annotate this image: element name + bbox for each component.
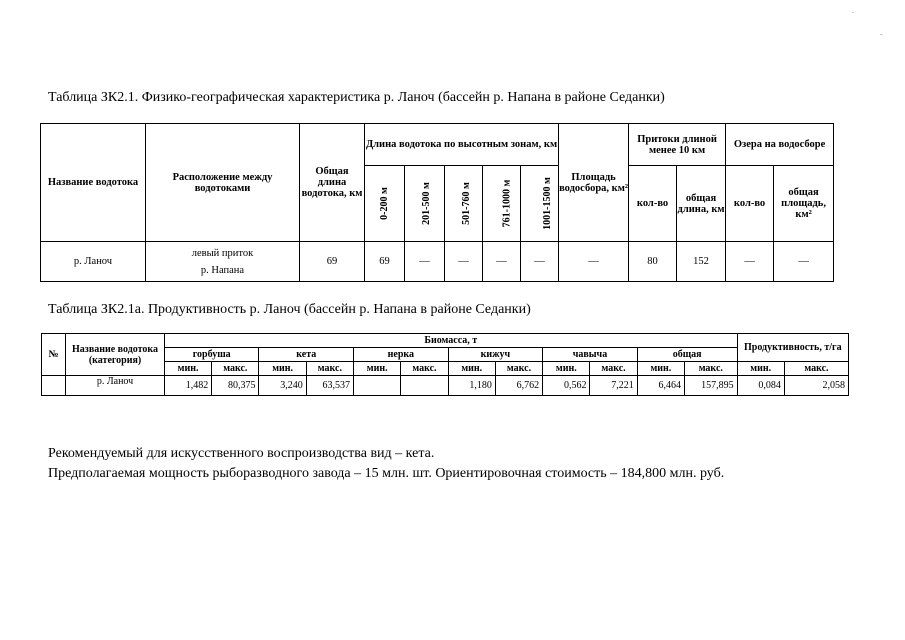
cell-value xyxy=(354,376,401,396)
table1-caption: Таблица ЗК2.1. Физико-географическая характеристика р. Ланоч (бассейн р. Напана в районе Седанки) xyxy=(48,90,665,105)
header-productivity: Продуктивность, т/га xyxy=(737,334,848,362)
cell-length: 69 xyxy=(300,242,365,282)
physical-geography-table xyxy=(40,123,834,282)
cell-lake-count: — xyxy=(726,242,774,282)
header-lake-count: кол-во xyxy=(726,166,774,242)
cell-zone-4: — xyxy=(521,242,559,282)
header-lakes: Озера на водосборе xyxy=(726,124,834,166)
cell-value: 0,562 xyxy=(543,376,590,396)
header-min: мин. xyxy=(448,362,495,376)
cell-zone-0: 69 xyxy=(365,242,405,282)
species-2: нерка xyxy=(354,348,449,362)
header-max: макс. xyxy=(306,362,353,376)
species-0: горбуша xyxy=(164,348,259,362)
zone-header-2 xyxy=(445,166,483,242)
zone-header-4 xyxy=(521,166,559,242)
cell-value: 1,180 xyxy=(448,376,495,396)
cell-zone-3: — xyxy=(483,242,521,282)
cell-trib-count: 80 xyxy=(629,242,677,282)
recommendation-text xyxy=(48,444,724,484)
cell-zone-1: — xyxy=(405,242,445,282)
zone-label-2: 501-760 м xyxy=(460,182,472,225)
header-length: Общая длина водотока, км xyxy=(300,124,365,242)
header-location: Расположение между водотоками xyxy=(146,124,300,242)
zone-label-4: 1001-1500 м xyxy=(541,177,553,230)
table-row xyxy=(41,242,834,282)
location-line2: р. Напана xyxy=(200,264,245,276)
zone-label-0: 0-200 м xyxy=(379,187,390,220)
header-name: Название водотока (категория) xyxy=(66,334,165,376)
header-trib-length: общая длина, км xyxy=(677,166,726,242)
zone-label-3: 761-1000 м xyxy=(501,179,513,228)
cell-area: — xyxy=(559,242,629,282)
species-1: кета xyxy=(259,348,354,362)
recommendation-line1: Рекомендуемый для искусственного воспроизводства вид – кета. xyxy=(48,446,435,461)
header-min: мин. xyxy=(164,362,211,376)
header-max: макс. xyxy=(590,362,637,376)
scan-mark: . xyxy=(852,6,854,15)
scan-mark: - xyxy=(880,30,883,39)
header-area: Площадь водосбора, км² xyxy=(559,124,629,242)
header-num: № xyxy=(42,334,66,376)
header-min: мин. xyxy=(543,362,590,376)
zone-header-0 xyxy=(365,166,405,242)
cell-name: р. Ланоч xyxy=(66,376,165,396)
cell-value: 63,537 xyxy=(306,376,353,396)
header-max: макс. xyxy=(784,362,848,376)
header-max: макс. xyxy=(495,362,542,376)
header-trib-count: кол-во xyxy=(629,166,677,242)
cell-num xyxy=(42,376,66,396)
header-min: мин. xyxy=(354,362,401,376)
species-4: чавыча xyxy=(543,348,638,362)
cell-value xyxy=(401,376,448,396)
cell-value: 6,762 xyxy=(495,376,542,396)
cell-value: 0,084 xyxy=(737,376,784,396)
cell-lake-area: — xyxy=(774,242,834,282)
table-row xyxy=(42,376,849,396)
zone-label-1: 201-500 м xyxy=(420,182,432,225)
header-min: мин. xyxy=(737,362,784,376)
header-min: мин. xyxy=(637,362,684,376)
location-line1: левый приток xyxy=(191,247,254,259)
cell-value: 7,221 xyxy=(590,376,637,396)
cell-zone-2: — xyxy=(445,242,483,282)
species-5: общая xyxy=(637,348,737,362)
cell-value: 3,240 xyxy=(259,376,306,396)
cell-value: 157,895 xyxy=(685,376,738,396)
recommendation-line2: Предполагаемая мощность рыборазводного завода – 15 млн. шт. Ориентировочная стоимость – 184,800 млн. руб. xyxy=(48,466,725,481)
header-name: Название водотока xyxy=(41,124,146,242)
cell-value: 6,464 xyxy=(637,376,684,396)
header-min: мин. xyxy=(259,362,306,376)
species-3: кижуч xyxy=(448,348,543,362)
header-biomass: Биомасса, т xyxy=(164,334,737,348)
zone-header-3 xyxy=(483,166,521,242)
cell-trib-length: 152 xyxy=(677,242,726,282)
header-max: макс. xyxy=(685,362,738,376)
productivity-table xyxy=(41,333,849,396)
zone-header-1 xyxy=(405,166,445,242)
cell-name: р. Ланоч xyxy=(41,242,146,282)
table2-caption: Таблица ЗК2.1а. Продуктивность р. Ланоч (бассейн р. Напана в районе Седанки) xyxy=(48,302,531,317)
header-max: макс. xyxy=(401,362,448,376)
header-zones: Длина водотока по высотным зонам, км xyxy=(365,124,559,166)
header-max: макс. xyxy=(212,362,259,376)
cell-value: 2,058 xyxy=(784,376,848,396)
cell-value: 1,482 xyxy=(164,376,211,396)
cell-location xyxy=(146,242,300,282)
header-tributaries: Притоки длиной менее 10 км xyxy=(629,124,726,166)
cell-value: 80,375 xyxy=(212,376,259,396)
header-lake-area: общая площадь, км² xyxy=(774,166,834,242)
